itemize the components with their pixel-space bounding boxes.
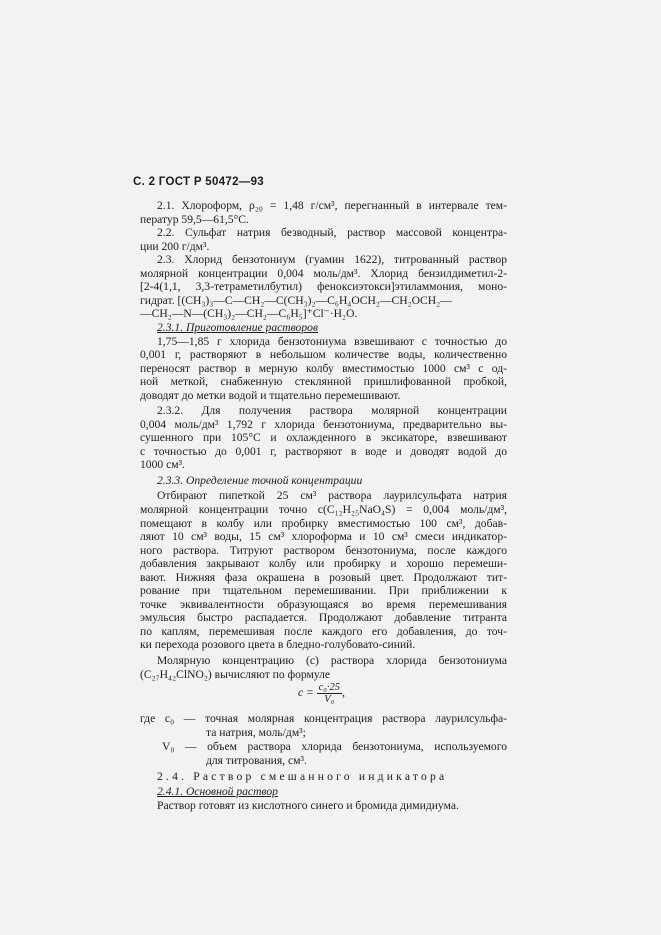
formula-numerator: c₀·25 xyxy=(318,682,341,693)
text-line: 0,001 г, растворяют в небольшом количестве воды, количественно xyxy=(140,348,507,361)
text-line: Раствор готовят из кислотного синего и бромида димидиума. xyxy=(157,799,459,812)
text-line: та натрия, моль/дм³; xyxy=(206,726,306,739)
text-line: [2-4(1,1, 3,3-тетраметилбутил) феноксиэтокси]этиламмония, моно- xyxy=(140,280,507,293)
text-line: 1000 см³. xyxy=(140,458,185,471)
section-heading: 2.4. Раствор смешанного индикатора xyxy=(157,770,448,783)
text-line: 2.1. Хлороформ, ρ₂₀ = 1,48 г/см³, перегнанный в интервале тем- xyxy=(157,199,507,212)
text-line: 1,75—1,85 г хлорида бензотониума взвешивают с точностью до xyxy=(157,335,507,348)
text-line: ляют 10 см³ воды, 15 см³ хлороформа и 10 см³ смеси индикатор- xyxy=(140,530,507,543)
section-heading: 2.4.1. Основной раствор xyxy=(157,785,278,798)
text-line: ператур 59,5—61,5°С. xyxy=(140,213,249,226)
formula-fraction xyxy=(317,682,342,705)
formula-end: , xyxy=(342,687,345,700)
section-heading: 2.3.1. Приготовление растворов xyxy=(157,321,318,334)
text-line: для титрования, см³. xyxy=(206,754,307,767)
text-line: ной меткой, снабженную стеклянной пришлифованной пробкой, xyxy=(140,375,507,388)
text-line: переносят раствор в мерную колбу вместимостью 1000 см³ с од- xyxy=(140,362,507,375)
text-line: ки перехода розового цвета в бледно-голубовато-синий. xyxy=(140,638,416,651)
text-line: по каплям, перемешивая после каждого его добавления, до точ- xyxy=(140,625,507,638)
text-line: рование при тщательном перемешивании. При приближении к xyxy=(140,584,507,597)
page-header: С. 2 ГОСТ Р 50472—93 xyxy=(133,176,264,188)
text-line: 2.3. Хлорид бензотониум (гуамин 1622), титрованный раствор xyxy=(157,253,507,266)
text-line: эмульсия быстро распадается. Продолжают добавление титранта xyxy=(140,611,507,624)
formula-line: гидрат. [(CH₃)₃—C—CH₂—C(CH₃)₂—C₆H₄OCH₂—CH₂OCH₂— xyxy=(140,294,452,307)
section-heading: 2.3.3. Определение точной концентрации xyxy=(157,474,363,487)
concentration-formula xyxy=(298,682,345,705)
text-line: сушенного при 105°С и охлажденного в эксикаторе, взвешивают xyxy=(140,431,507,444)
text-line: вают. Нижняя фаза окрашена в розовый цвет. Продолжают тит- xyxy=(140,571,507,584)
formula-line: —CH₂—N—(CH₃)₂—CH₂—C₆H₅]⁺Cl⁻·H₂O. xyxy=(140,307,358,320)
text-line: помещают в колбу или пробирку вместимостью 100 см³, добав- xyxy=(140,517,507,530)
text-line: V₀ — объем раствора хлорида бензотониума, используемого xyxy=(162,740,507,753)
text-line: точке эквивалентности образующаяся во время перемешивания xyxy=(140,598,507,611)
text-line: ции 200 г/дм³. xyxy=(140,240,210,253)
text-line: ного раствора. Титруют раствором бензотониума, после каждого xyxy=(140,544,507,557)
formula-lhs: c = xyxy=(298,687,314,700)
text-line: добавления закрывают колбу или пробирку и хорошо перемеши- xyxy=(140,557,507,570)
text-line: Молярную концентрацию (c) раствора хлорида бензотониума xyxy=(157,654,507,667)
text-line: с точностью до 0,001 г, растворяют в воде и доводят водой до xyxy=(140,445,507,458)
text-line: доводят до метки водой и тщательно перемешивают. xyxy=(140,389,401,402)
text-line: 0,004 моль/дм³ 1,792 г хлорида бензотониума, предварительно вы- xyxy=(140,418,507,431)
formula-denominator: V₀ xyxy=(324,694,335,705)
text-line: где c₀ — точная молярная концентрация раствора лаурилсульфа- xyxy=(140,712,507,725)
text-line: молярной концентрации точно c(C₁₂H₂₅NaO₄S) = 0,004 моль/дм³, xyxy=(140,503,507,516)
text-line: Отбирают пипеткой 25 см³ раствора лаурилсульфата натрия xyxy=(157,489,507,502)
text-line: 2.2. Сульфат натрия безводный, раствор массовой концентра- xyxy=(157,226,507,239)
text-line: молярной концентрации 0,004 моль/дм³. Хлорид бензилдиметил-2- xyxy=(140,267,507,280)
text-line: (C₂₇H₄₂ClNO₂) вычисляют по формуле xyxy=(140,668,331,681)
text-line: 2.3.2. Для получения раствора молярной концентрации xyxy=(157,404,507,417)
